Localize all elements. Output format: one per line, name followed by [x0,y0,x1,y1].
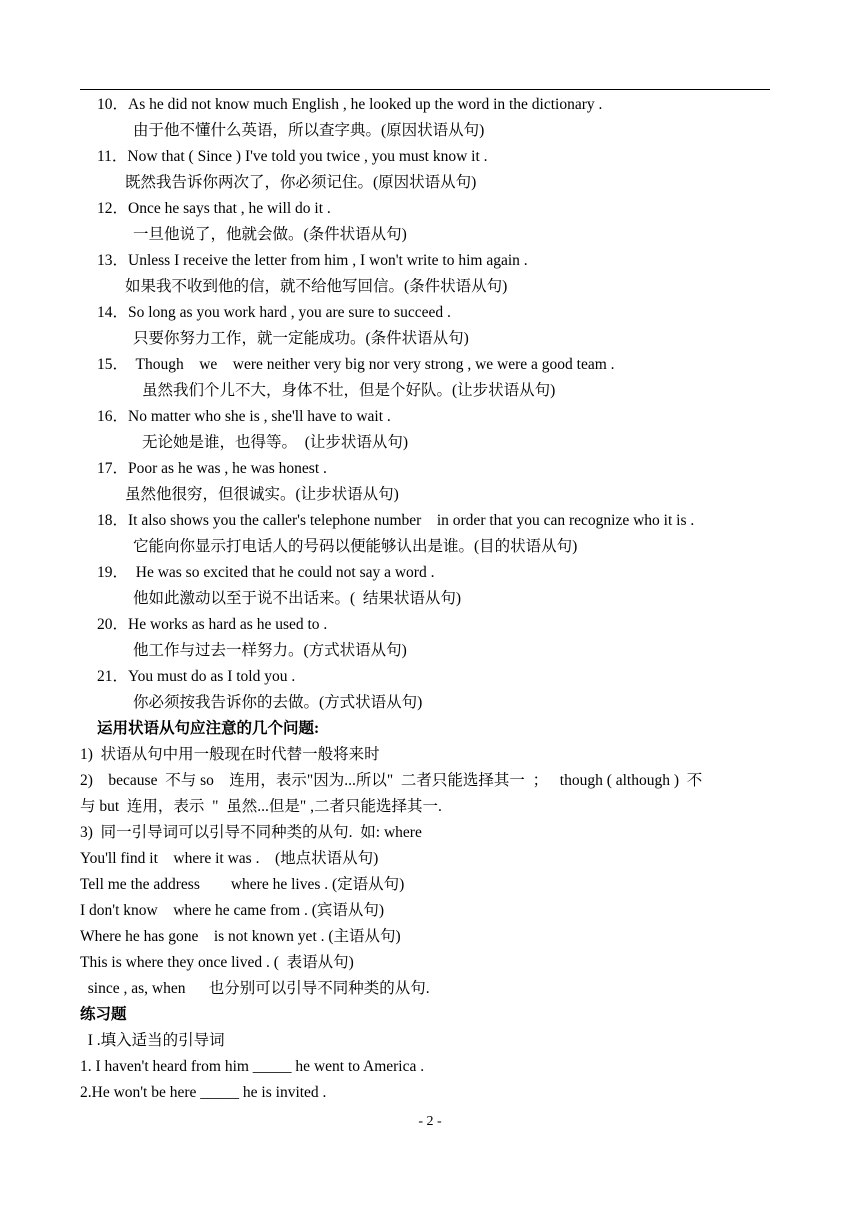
example-17-en: 17．Poor as he was , he was honest . [97,460,327,477]
example-10-en: 10．As he did not know much English , he looked up the word in the dictionary . [97,96,603,113]
example-21-zh: 你必须按我告诉你的去做。(方式状语从句) [133,694,423,711]
example-15-en: 15． Though we were neither very big nor very strong , we were a good team . [97,356,615,373]
example-21-en: 21．You must do as I told you . [97,668,296,685]
example-18-en: 18．It also shows you the caller's telephone number in order that you can recognize who it is . [97,512,695,529]
exercise-item-2: 2.He won't be here _____ he is invited . [80,1084,327,1101]
example-20-en: 20．He works as hard as he used to . [97,616,328,633]
note-line-1: 1) 状语从句中用一般现在时代替一般将来时 [80,746,380,763]
notes-heading: 运用状语从句应注意的几个问题: [97,720,320,737]
note-line-4: 3) 同一引导词可以引导不同种类的从句. 如: where [80,824,422,841]
example-13-zh: 如果我不收到他的信，就不给他写回信。(条件状语从句) [125,278,508,295]
example-16-en: 16．No matter who she is , she'll have to wait . [97,408,391,425]
exercise-section-title: I .填入适当的引导词 [80,1032,225,1049]
example-11-zh: 既然我告诉你两次了，你必须记住。(原因状语从句) [125,174,477,191]
note-line-8: Where he has gone is not known yet . (主语从句) [80,928,401,945]
header-rule [80,89,770,90]
example-20-zh: 他工作与过去一样努力。(方式状语从句) [133,642,407,659]
example-19-zh: 他如此激动以至于说不出话来。( 结果状语从句) [133,590,462,607]
example-12-en: 12．Once he says that , he will do it . [97,200,331,217]
note-line-5: You'll find it where it was . (地点状语从句) [80,850,379,867]
example-19-en: 19． He was so excited that he could not say a word . [97,564,435,581]
example-10-zh: 由于他不懂什么英语，所以查字典。(原因状语从句) [133,122,485,139]
page-number: - 2 - [418,1114,442,1129]
note-line-2: 2) because 不与 so 连用，表示"因为...所以" 二者只能选择其一 ； though ( although ) 不 [80,772,703,789]
example-13-en: 13．Unless I receive the letter from him , I won't write to him again . [97,252,528,269]
example-12-zh: 一旦他说了，他就会做。(条件状语从句) [133,226,407,243]
note-line-9: This is where they once lived . ( 表语从句) [80,954,354,971]
example-17-zh: 虽然他很穷，但很诚实。(让步状语从句) [125,486,399,503]
example-16-zh: 无论她是谁，也得等。 (让步状语从句) [142,434,409,451]
example-15-zh: 虽然我们个儿不大，身体不壮，但是个好队。(让步状语从句) [142,382,556,399]
exercise-heading: 练习题 [80,1006,127,1023]
note-line-10: since , as, when 也分别可以引导不同种类的从句. [80,980,430,997]
example-11-en: 11．Now that ( Since ) I've told you twice , you must know it . [97,148,488,165]
note-line-3: 与 but 连用，表示 " 虽然...但是" ,二者只能选择其一. [80,798,442,815]
note-line-7: I don't know where he came from . (宾语从句) [80,902,385,919]
example-14-en: 14．So long as you work hard , you are sure to succeed . [97,304,451,321]
example-14-zh: 只要你努力工作，就一定能成功。(条件状语从句) [133,330,469,347]
example-18-zh: 它能向你显示打电话人的号码以便能够认出是谁。(目的状语从句) [133,538,578,555]
note-line-6: Tell me the address where he lives . (定语从句) [80,876,405,893]
exercise-item-1: 1. I haven't heard from him _____ he went to America . [80,1058,425,1075]
